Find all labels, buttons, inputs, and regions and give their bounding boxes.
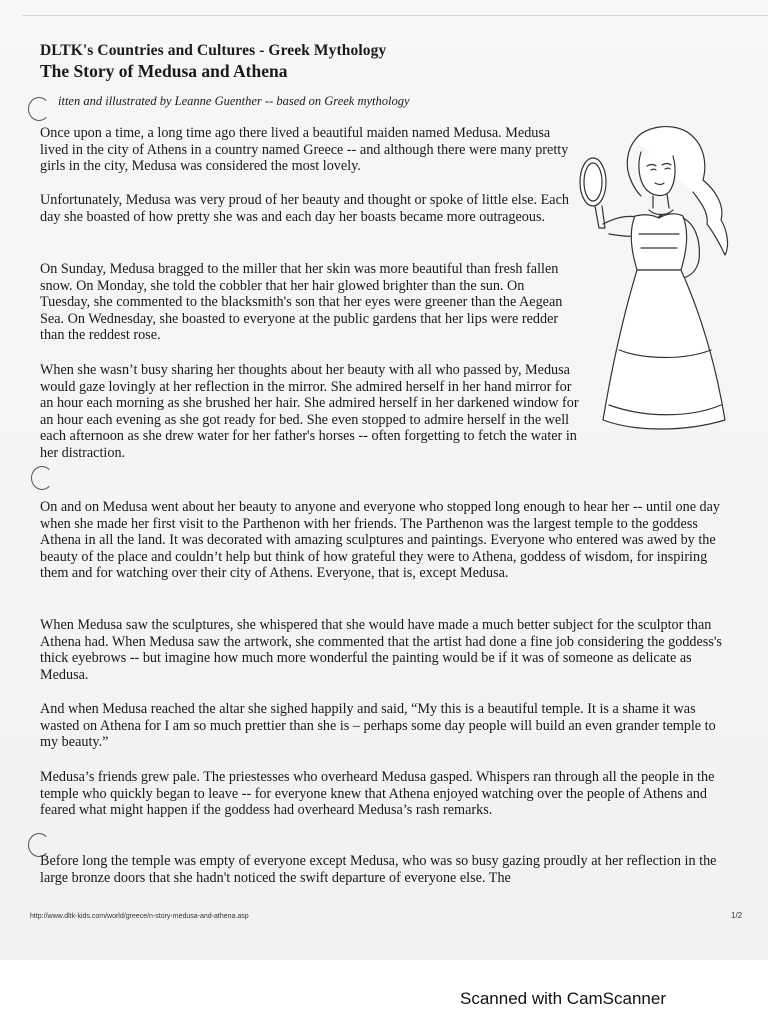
paragraph-7: And when Medusa reached the altar she sighed happily and said, “My this is a beautiful temple. It is a shame it was wasted on Athena for I am so much prettier than she is – perhaps some day people will build an even grander temple to my beauty.” — [40, 701, 716, 751]
paragraph-5: On and on Medusa went about her beauty to anyone and everyone who stopped long enough to hear her -- until one day when she made her first visit to the Parthenon with her friends. The Parthenon was the largest temple to the goddess Athena in all the land. It was decorated with amazing sculptures and paintings. Everyone who entered was awed by the beauty of the place and couldn’t help but think of how grateful they were to Athena, goddess of wisdom, for inspiring them and for watching over their city of Athens. Everyone, that is, except Medusa. — [40, 499, 721, 582]
medusa-with-mirror-illustration — [575, 120, 745, 440]
paragraph-4: When she wasn’t busy sharing her thoughts about her beauty with all who passed by, Medusa would gaze lovingly at her reflection in the mirror. She admired herself in her hand mirror for an hour each morning as she brushed her hair. She admired herself in her darkened window for an hour each evening as she got ready for bed. She even stopped to admire herself in the well each afternoon as she drew water for her father's horses -- often forgetting to fetch the water in her distraction. — [40, 362, 579, 461]
site-title: DLTK's Countries and Cultures - Greek Mythology — [40, 42, 387, 59]
paragraph-9: Before long the temple was empty of everyone except Medusa, who was so busy gazing proudly at her reflection in the large bronze doors that she hadn't noticed the swift departure of everyone else. The — [40, 853, 717, 886]
binder-hole-middle — [31, 466, 53, 490]
page-top-edge — [22, 15, 768, 16]
byline: itten and illustrated by Leanne Guenther -- based on Greek mythology — [58, 94, 410, 108]
story-title: The Story of Medusa and Athena — [40, 61, 288, 81]
page-number: 1/2 — [731, 911, 743, 920]
paragraph-8: Medusa’s friends grew pale. The priestesses who overheard Medusa gasped. Whispers ran through all the people in the temple who quickly began to leave -- for everyone knew that Athena enjoyed watching over the people of Athens and feared what might happen if the goddess had overheard Medusa’s rash remarks. — [40, 769, 715, 819]
camscanner-watermark: Scanned with CamScanner — [460, 989, 667, 1008]
paragraph-6: When Medusa saw the sculptures, she whispered that she would have made a much better subject for the sculptor than Athena had. When Medusa saw the artwork, she commented that the artist had done a fine job considering the goddess's thick eyebrows -- but imagine how much more wonderful the painting would be if it was of someone as delicate as Medusa. — [40, 617, 722, 683]
paragraph-1: Once upon a time, a long time ago there lived a beautiful maiden named Medusa. Medusa lived in the city of Athens in a country named Greece -- and although there were many pretty girls in the city, Medusa was considered the most lovely. — [40, 125, 569, 175]
paragraph-3: On Sunday, Medusa bragged to the miller that her skin was more beautiful than fresh fallen snow. On Monday, she told the cobbler that her hair glowed brighter than the sun. On Tuesday, she commented to the blacksmith's son that her eyes were greener than the Aegean Sea. On Wednesday, she boasted to everyone at the public gardens that her lips were redder than the reddest rose. — [40, 261, 563, 344]
binder-hole-top — [28, 97, 50, 121]
paragraph-2: Unfortunately, Medusa was very proud of her beauty and thought or spoke of little else. Each day she boasted of how pretty she was and each day her boasts became more outrageous. — [40, 192, 569, 225]
source-url: http://www.dltk-kids.com/world/greece/n-story-medusa-and-athena.asp — [30, 913, 249, 920]
